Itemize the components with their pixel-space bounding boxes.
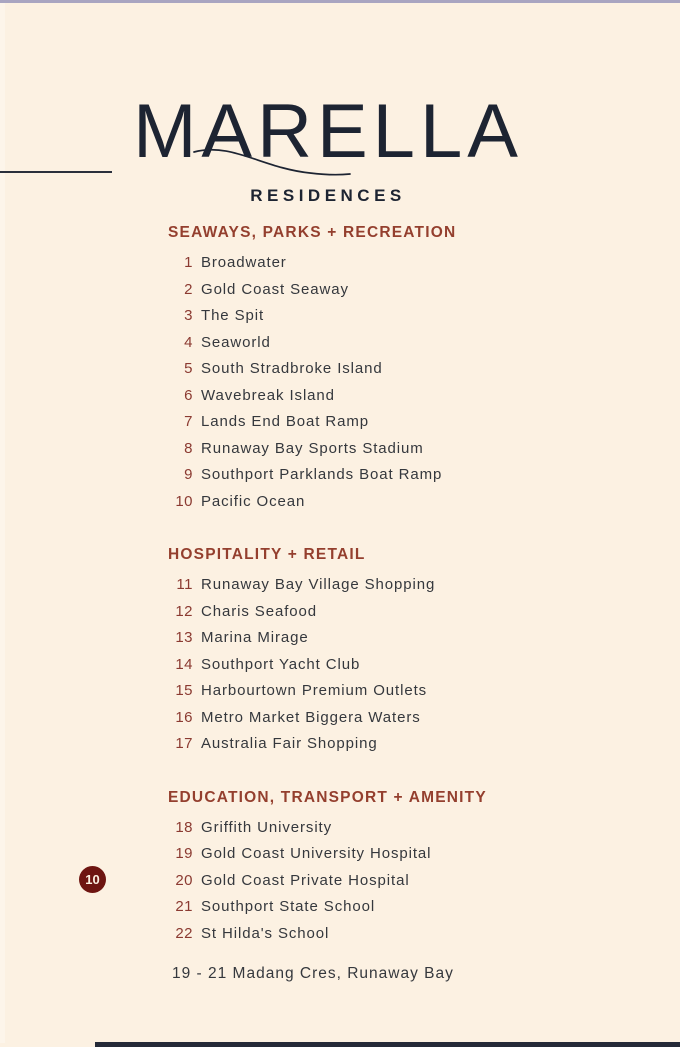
- list-item-number: 20: [175, 871, 193, 889]
- section-rows: [168, 250, 628, 515]
- list-item-number: 15: [175, 682, 193, 699]
- list-item: [168, 436, 628, 463]
- list-item-number: 8: [184, 439, 193, 457]
- list-item-label: Runaway Bay Village Shopping: [201, 576, 436, 593]
- list-item-label: Griffith University: [201, 818, 333, 836]
- list-item-number: 4: [184, 333, 193, 351]
- list-item-number: 22: [175, 924, 193, 942]
- list-item-number: 17: [175, 735, 193, 752]
- list-item-number: 2: [184, 280, 193, 298]
- list-item: [168, 409, 628, 436]
- list-item-label: Lands End Boat Ramp: [201, 413, 370, 430]
- location-legend: [168, 223, 628, 977]
- list-item-label: Runaway Bay Sports Stadium: [201, 439, 424, 457]
- list-item-number: 18: [175, 818, 193, 836]
- brand-logo-title: MARELLA: [133, 89, 523, 174]
- list-item-label: Broadwater: [201, 254, 287, 271]
- legend-section: [168, 545, 628, 758]
- list-item-label: Harbourtown Premium Outlets: [201, 682, 428, 699]
- list-item: [168, 462, 628, 489]
- list-item: [168, 894, 628, 921]
- list-item-label: Southport Yacht Club: [201, 655, 361, 673]
- list-item-number: 13: [175, 629, 193, 646]
- top-edge-strip: [0, 0, 680, 3]
- legend-section: [168, 788, 628, 948]
- list-item-number: 7: [184, 413, 193, 430]
- list-item: [168, 277, 628, 304]
- list-item-label: Southport State School: [201, 898, 376, 915]
- list-item-label: Gold Coast University Hospital: [201, 845, 432, 862]
- brand-logo-subtitle: RESIDENCES: [250, 186, 406, 205]
- list-item: [168, 625, 628, 652]
- list-item-label: Metro Market Biggera Waters: [201, 708, 421, 726]
- list-item: [168, 330, 628, 357]
- section-rows: [168, 815, 628, 948]
- list-item-label: St Hilda's School: [201, 924, 330, 942]
- section-header: SEAWAYS, PARKS + RECREATION: [168, 224, 457, 241]
- list-item-number: 11: [176, 576, 193, 593]
- property-address: 19 - 21 Madang Cres, Runaway Bay: [172, 965, 454, 982]
- list-item: [168, 489, 628, 516]
- page-number-badge: 10: [79, 866, 106, 893]
- list-item-label: Australia Fair Shopping: [201, 735, 378, 752]
- list-item-number: 14: [175, 655, 193, 673]
- list-item-number: 5: [184, 360, 193, 377]
- legend-section: [168, 223, 628, 515]
- bottom-edge-bar: [95, 1042, 680, 1047]
- list-item-label: Seaworld: [201, 333, 271, 351]
- list-item-number: 19: [175, 845, 193, 862]
- list-item: [168, 250, 628, 277]
- list-item: [168, 815, 628, 842]
- list-item: [168, 599, 628, 626]
- list-item-label: Wavebreak Island: [201, 386, 335, 404]
- list-item-label: Charis Seafood: [201, 602, 317, 620]
- list-item-number: 10: [175, 492, 193, 510]
- list-item-label: Pacific Ocean: [201, 492, 306, 510]
- list-item: [168, 705, 628, 732]
- list-item-number: 6: [184, 386, 193, 404]
- list-item-number: 16: [175, 708, 193, 726]
- list-item: [168, 921, 628, 948]
- list-item-label: Marina Mirage: [201, 629, 309, 646]
- list-item-label: The Spit: [201, 307, 265, 324]
- list-item-label: South Stradbroke Island: [201, 360, 383, 377]
- list-item: [168, 303, 628, 330]
- list-item-number: 1: [184, 254, 193, 271]
- section-header: EDUCATION, TRANSPORT + AMENITY: [168, 788, 487, 806]
- list-item-number: 3: [184, 307, 193, 324]
- list-item: [168, 841, 628, 868]
- section-rows: [168, 572, 628, 758]
- list-item-label: Gold Coast Seaway: [201, 280, 349, 298]
- list-item-number: 9: [184, 466, 193, 483]
- list-item-number: 21: [175, 898, 193, 915]
- list-item-label: Gold Coast Private Hospital: [201, 871, 410, 889]
- list-item: [168, 868, 628, 895]
- section-header: HOSPITALITY + RETAIL: [168, 546, 366, 563]
- list-item-number: 12: [175, 602, 193, 620]
- list-item: [168, 731, 628, 758]
- list-item: [168, 383, 628, 410]
- list-item: [168, 572, 628, 599]
- list-item: [168, 356, 628, 383]
- list-item-label: Southport Parklands Boat Ramp: [201, 466, 443, 483]
- list-item: [168, 678, 628, 705]
- list-item: [168, 652, 628, 679]
